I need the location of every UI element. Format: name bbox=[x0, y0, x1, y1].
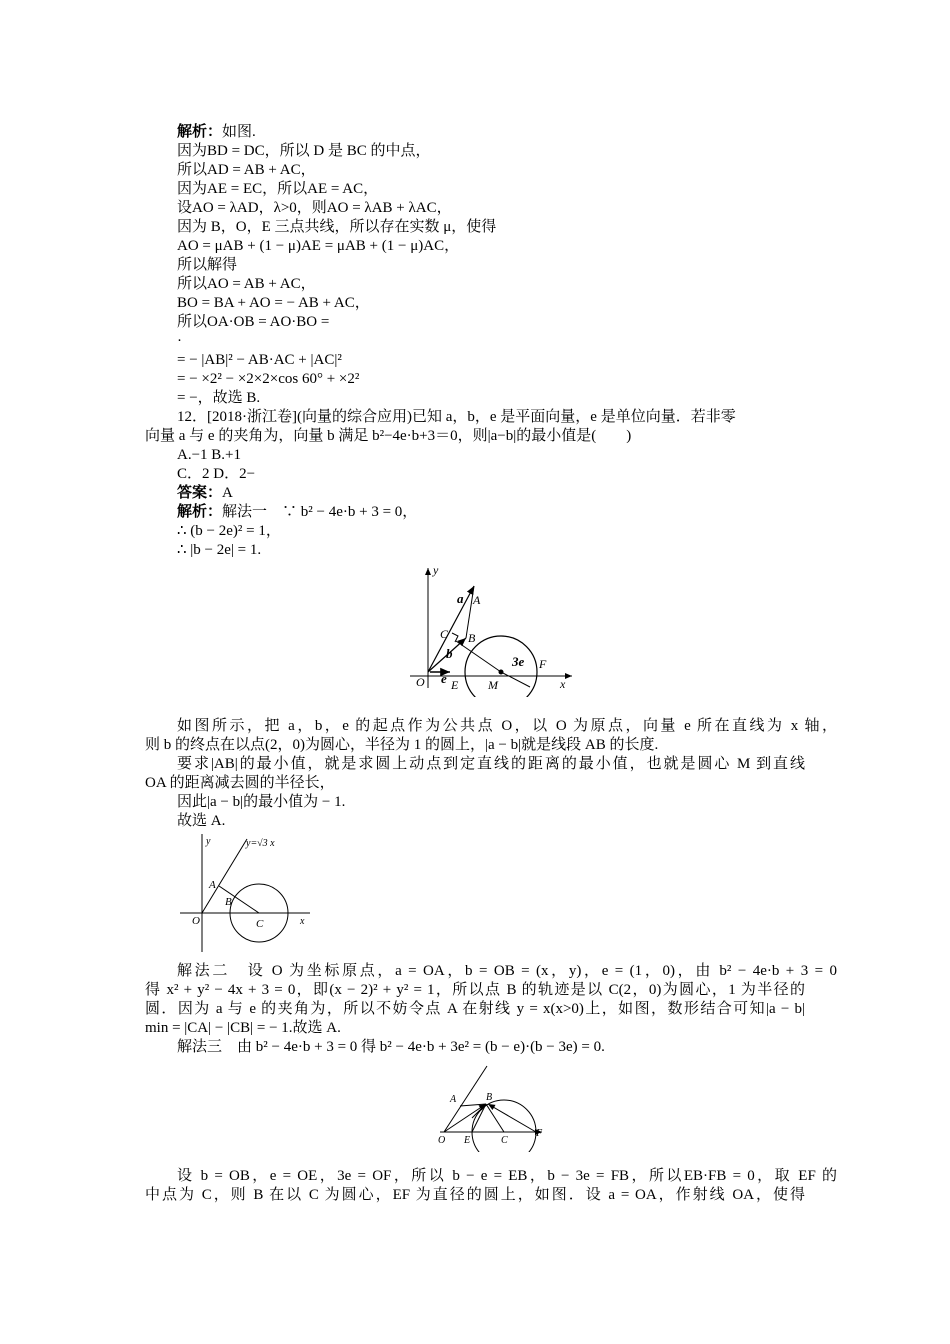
text-line: 所以AD = AB + AC， bbox=[177, 162, 316, 178]
label-O: O bbox=[416, 675, 425, 689]
label-O: O bbox=[438, 1135, 446, 1146]
label-B: B bbox=[225, 896, 232, 908]
label-C: C bbox=[501, 1135, 508, 1146]
text-line: 所以AO = AB + AC， bbox=[177, 276, 316, 292]
label-b: b bbox=[446, 646, 453, 661]
answer-line bbox=[177, 484, 233, 503]
label-x: x bbox=[300, 916, 305, 927]
figure-1-circle-vectors bbox=[400, 562, 580, 697]
method1-line2: ∴ (b − 2e)² = 1， bbox=[177, 523, 281, 539]
method1-conclusion: 因此|a − b|的最小值为 − 1. bbox=[177, 794, 346, 810]
label-O: O bbox=[192, 915, 200, 927]
right-angle-mark bbox=[452, 633, 458, 642]
text-line: = − |AB|² − AB·AC + |AC|² bbox=[177, 352, 342, 368]
segment-m-lower bbox=[501, 672, 530, 687]
text-line: = − ×2² − ×2×2×cos 60° + ×2² bbox=[177, 371, 360, 387]
label-F: F bbox=[536, 1128, 543, 1139]
label-3e: 3e bbox=[512, 654, 525, 669]
answer-value: A bbox=[222, 485, 233, 501]
segment-mc bbox=[456, 641, 501, 672]
method3-para-line2: 中点为 C，则 B 在以 C 为圆心，EF 为直径的圆上，如图．设 a = OA，作射线 OA，使得 bbox=[145, 1187, 805, 1203]
method2-line1: 解法二 设 O 为坐标原点，a = OA，b = OB = (x，y)，e = (1，0)，由 b² − 4e·b + 3 = 0 bbox=[177, 963, 837, 979]
text-line: AO = μAB + (1 − μ)AE = μAB + (1 − μ)AC， bbox=[177, 238, 460, 254]
text-line: 因为BD = DC，所以 D 是 BC 的中点， bbox=[177, 143, 431, 159]
method1-choice: 故选 A. bbox=[177, 813, 226, 829]
method1-text: 解法一 ∵ b² − 4e·b + 3 = 0， bbox=[222, 504, 418, 520]
options-ab: A.−1 B.+1 bbox=[177, 447, 242, 463]
label-C: C bbox=[440, 627, 449, 641]
label-y: y bbox=[433, 563, 439, 577]
method3-line1: 解法三 由 b² − 4e·b + 3 = 0 得 b² − 4e·b + 3e² = (b − e)·(b − 3e) = 0. bbox=[177, 1039, 605, 1055]
label-E: E bbox=[464, 1135, 471, 1146]
method3-para-line1: 设 b = OB，e = OE，3e = OF，所以 b − e = EB，b − 3e = FB，所以EB·FB = 0，取 EF 的 bbox=[177, 1168, 837, 1184]
label-M: M bbox=[488, 678, 498, 692]
method1-line1 bbox=[177, 503, 417, 522]
method1-para2-line2: OA 的距离减去圆的半径长， bbox=[145, 775, 335, 791]
label-A: A bbox=[209, 879, 216, 891]
text-line: 因为AE = EC，所以AE = AC， bbox=[177, 181, 379, 197]
segment-inner bbox=[472, 1104, 486, 1118]
figure-2-ray-circle bbox=[170, 830, 320, 955]
label-F: F bbox=[539, 657, 547, 671]
label-line-equation: y=√3 x bbox=[246, 838, 275, 849]
label-a: a bbox=[457, 591, 464, 606]
analysis-label: 解析： bbox=[177, 124, 223, 140]
label-y: y bbox=[206, 836, 211, 847]
text-line: 所以解得 bbox=[177, 257, 238, 273]
method1-para1-line1: 如图所示，把 a，b，e 的起点作为公共点 O，以 O 为原点，向量 e 所在直线为 x 轴， bbox=[177, 718, 837, 734]
method2-line2: 得 x² + y² − 4x + 3 = 0，即(x − 2)² + y² = 1，所以点 B 的轨迹是以 C(2，0)为圆心，1 为半径的 bbox=[145, 982, 805, 998]
analysis-text: 如图. bbox=[222, 124, 256, 140]
question-12-line1: 12．[2018·浙江卷](向量的综合应用)已知 a，b，e 是平面向量，e 是单位向量．若非零 bbox=[177, 409, 736, 425]
label-e: e bbox=[441, 671, 447, 686]
circle bbox=[465, 636, 537, 697]
label-C: C bbox=[256, 918, 264, 930]
question-12-line2: 向量 a 与 e 的夹角为，向量 b 满足 b²−4e·b+3＝0，则|a−b|的最小值是( ) bbox=[145, 428, 632, 444]
vector-ob bbox=[444, 1104, 486, 1132]
options-cd: C．2 D．2− bbox=[177, 466, 256, 482]
text-line: BO = BA + AO = − AB + AC， bbox=[177, 295, 370, 311]
figure-3-circle-diameter bbox=[432, 1062, 552, 1152]
text-line: 所以OA·OB = AO·BO = bbox=[177, 314, 330, 330]
center-point-m bbox=[499, 670, 504, 675]
method1-para2-line1: 要求|AB|的最小值，就是求圆上动点到定直线的距离的最小值，也就是圆心 M 到直线 bbox=[177, 756, 805, 772]
method1-para1-line2: 则 b 的终点在以点(2，0)为圆心，半径为 1 的圆上，|a − b|就是线段 AB 的长度. bbox=[145, 737, 659, 753]
label-x: x bbox=[560, 677, 566, 691]
text-line: · bbox=[177, 333, 182, 349]
label-A: A bbox=[450, 1094, 457, 1105]
method2-line3: 圆．因为 a 与 e 的夹角为，所以不妨令点 A 在射线 y = x(x>0)上，如图，数形结合可知|a − b| bbox=[145, 1001, 805, 1017]
label-A: A bbox=[473, 593, 481, 607]
method2-line4: min = |CA| − |CB| = − 1.故选 A. bbox=[145, 1020, 341, 1036]
method1-line3: ∴ |b − 2e| = 1. bbox=[177, 542, 262, 558]
text-line: = −，故选 B. bbox=[177, 390, 261, 406]
analysis-label: 解析： bbox=[177, 504, 223, 520]
answer-label: 答案： bbox=[177, 485, 223, 501]
label-B: B bbox=[468, 631, 476, 645]
text-line: 因为 B，O，E 三点共线，所以存在实数 μ，使得 bbox=[177, 219, 497, 235]
label-B: B bbox=[486, 1092, 493, 1103]
label-E: E bbox=[451, 678, 459, 692]
solution-intro bbox=[177, 123, 256, 142]
text-line: 设AO = λAD，λ>0，则AO = λAB + λAC， bbox=[177, 200, 452, 216]
segment-ab bbox=[460, 1104, 486, 1106]
